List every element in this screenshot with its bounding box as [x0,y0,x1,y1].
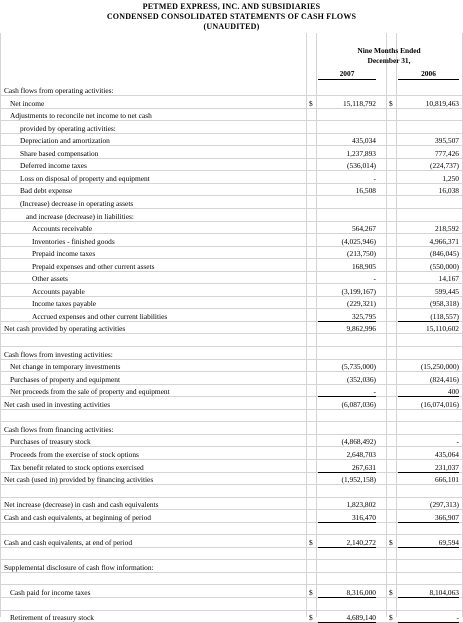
subtotal-underline [398,472,459,473]
value-2006: 4,966,371 [429,236,459,246]
table-row [0,436,463,447]
period-heading-2: December 31, [367,56,411,65]
row-label: Accounts payable [32,286,85,296]
table-row [0,160,463,171]
row-label: Tax benefit related to stock options exercised [10,462,144,472]
table-row [0,223,463,234]
row-label: Prepaid income taxes [32,249,96,259]
dollar-sign: $ [389,537,393,547]
row-label: Purchases of treasury stock [10,437,91,447]
subtotal-underline [318,597,376,598]
value-2006: (297,313) [430,500,459,510]
table-row [0,399,463,410]
table-row [0,512,463,523]
row-label: Net cash (used in) provided by financing activities [4,475,154,485]
row-label: Cash paid for income taxes [10,588,91,597]
value-2006: 599,445 [434,286,459,296]
value-2006: (550,000) [430,261,459,271]
value-2006: 777,426 [434,148,459,158]
value-2006: 231,037 [434,462,459,472]
table-row [0,562,463,573]
dollar-sign: $ [309,98,313,108]
dollar-sign: $ [309,613,313,623]
row-label: Net cash used in investing activities [4,399,111,409]
row-label: Income taxes payable [32,299,97,309]
dollar-sign: $ [309,588,313,597]
value-2007: (6,087,036) [341,399,376,409]
row-label: Depreciation and amortization [20,136,110,146]
value-2007: (5,735,000) [341,362,376,372]
row-label: Cash flows from investing activities: [4,349,113,359]
table-row [0,462,463,473]
row-label: Accrued expenses and other current liabilities [32,311,168,321]
value-2006: 395,507 [434,136,459,146]
row-label: Cash flows from operating activities: [4,86,114,95]
table-row [0,612,463,623]
dollar-sign: $ [389,98,393,108]
table-row [0,349,463,360]
table-row [0,487,463,498]
row-label: provided by operating activities: [20,123,116,133]
value-2007: - [373,387,376,397]
cash-flow-table [0,33,463,623]
value-2007: 15,118,792 [343,98,376,108]
row-label: Net increase (decrease) in cash and cash equivalents [4,500,159,510]
value-2006: (958,318) [430,299,459,309]
value-2006: 1,250 [442,173,459,183]
value-2007: (213,750) [347,249,376,259]
subtotal-underline [398,547,459,548]
table-row [0,474,463,485]
row-label: Net income [10,98,45,108]
table-row [0,537,463,548]
row-label: Proceeds from the exercise of stock options [10,449,139,459]
table-row [0,361,463,372]
row-label: Prepaid expenses and other current assets [32,261,155,271]
table-row [0,248,463,259]
row-label: Purchases of property and equipment [10,374,121,384]
value-2006: 16,038 [438,186,459,196]
table-row [0,198,463,209]
value-2006: (16,074,016) [420,399,459,409]
subtotal-underline [318,321,376,322]
table-row [0,411,463,422]
table-row [0,424,463,435]
subtotal-underline [318,472,376,473]
value-2006: 666,101 [434,475,459,485]
table-row [0,211,463,222]
value-2007: 4,689,140 [346,613,376,623]
table-row [0,98,463,109]
period-heading-1: Nine Months Ended [357,46,421,55]
row-label: Net change in temporary investments [10,362,121,372]
row-label: Adjustments to reconcile net income to net cash [10,111,152,121]
value-2007: 8,316,000 [346,588,376,597]
row-label: Bad debt expense [20,186,73,196]
value-2006: (15,250,000) [420,362,459,372]
value-2007: 316,470 [351,512,376,522]
value-2006: - [456,437,459,447]
row-label: Deferred income taxes [20,161,87,171]
value-2007: 2,140,272 [346,537,376,547]
year-2006-heading: 2006 [398,69,459,80]
value-2007: 1,823,802 [346,500,376,510]
value-2007: - [373,173,376,183]
subtotal-underline [398,597,459,598]
table-row [0,574,463,585]
value-2006: 366,907 [434,512,459,522]
value-2007: 564,267 [351,224,376,234]
year-2007-heading: 2007 [318,69,376,80]
table-row [0,261,463,272]
table-row [0,386,463,397]
value-2007: - [373,274,376,284]
value-2006: 435,064 [434,449,459,459]
table-row [0,135,463,146]
row-label: Loss on disposal of property and equipment [20,173,150,183]
table-row [0,286,463,297]
row-label: Cash and cash equivalents, at beginning of period [4,512,151,522]
row-label: Share based compensation [20,148,99,158]
row-label: Retirement of treasury stock [10,613,94,623]
subtotal-underline [318,522,376,523]
value-2007: 9,862,996 [346,324,376,334]
subtotal-underline [398,522,459,523]
value-2006: 14,167 [438,274,459,284]
table-row [0,311,463,322]
value-2006: (224,737) [430,161,459,171]
table-row [0,524,463,535]
table-row [0,600,463,611]
value-2006: (824,416) [430,374,459,384]
row-label: Cash flows from financing activities: [4,424,114,434]
value-2006: 400 [447,387,459,397]
audit-note: (UNAUDITED) [203,22,260,31]
table-row [0,110,463,121]
table-row [0,185,463,196]
subtotal-underline [318,547,376,548]
value-2007: 2,648,703 [346,449,376,459]
value-2007: (536,014) [347,161,376,171]
row-label: Accounts receivable [32,224,93,234]
value-2006: (846,045) [430,249,459,259]
value-2006: 15,110,602 [426,324,459,334]
company-name: PETMED EXPRESS, INC. AND SUBSIDIARIES [142,2,321,11]
table-row [0,298,463,309]
table-row [0,374,463,385]
table-row [0,323,463,334]
table-row [0,85,463,96]
value-2007: 435,034 [351,136,376,146]
value-2007: (4,025,946) [341,236,376,246]
row-label: and increase (decrease) in liabilities: [26,211,134,221]
dollar-sign: $ [309,537,313,547]
row-label: Other assets [32,274,68,284]
table-row [0,123,463,134]
table-row [0,273,463,284]
value-2006: (118,557) [430,311,459,321]
value-2006: 8,104,063 [429,588,459,597]
dollar-sign: $ [389,613,393,623]
value-2007: (229,321) [347,299,376,309]
row-label: (Increase) decrease in operating assets [20,198,134,208]
subtotal-underline [398,396,459,397]
row-label: Net cash provided by operating activities [4,324,126,334]
table-row [0,449,463,460]
row-label: Cash and cash equivalents, at end of period [4,537,133,547]
value-2007: (4,868,492) [341,437,376,447]
table-row [0,336,463,347]
value-2007: (1,952,158) [341,475,376,485]
value-2006: 69,594 [438,537,459,547]
value-2006: 10,819,463 [425,98,459,108]
value-2007: 267,631 [351,462,376,472]
dollar-sign: $ [389,588,393,597]
subtotal-underline [318,396,376,397]
table-row [0,499,463,510]
value-2007: (3,199,167) [341,286,376,296]
value-2007: (352,036) [347,374,376,384]
table-row [0,587,463,598]
row-label: Net proceeds from the sale of property and equipment [10,387,170,397]
value-2006: 218,592 [434,224,459,234]
value-2007: 1,237,893 [346,148,376,158]
value-2007: 16,508 [355,186,376,196]
value-2007: 325,795 [351,311,376,321]
row-label: Inventories - finished goods [32,236,115,246]
subtotal-underline [398,321,459,322]
value-2006: - [456,613,459,623]
table-row [0,549,463,560]
row-label: Supplemental disclosure of cash flow information: [4,562,154,572]
statement-title: CONDENSED CONSOLIDATED STATEMENTS OF CASH FLOWS [106,12,357,21]
value-2007: 168,905 [351,261,376,271]
table-row [0,148,463,159]
table-row [0,173,463,184]
table-row [0,236,463,247]
